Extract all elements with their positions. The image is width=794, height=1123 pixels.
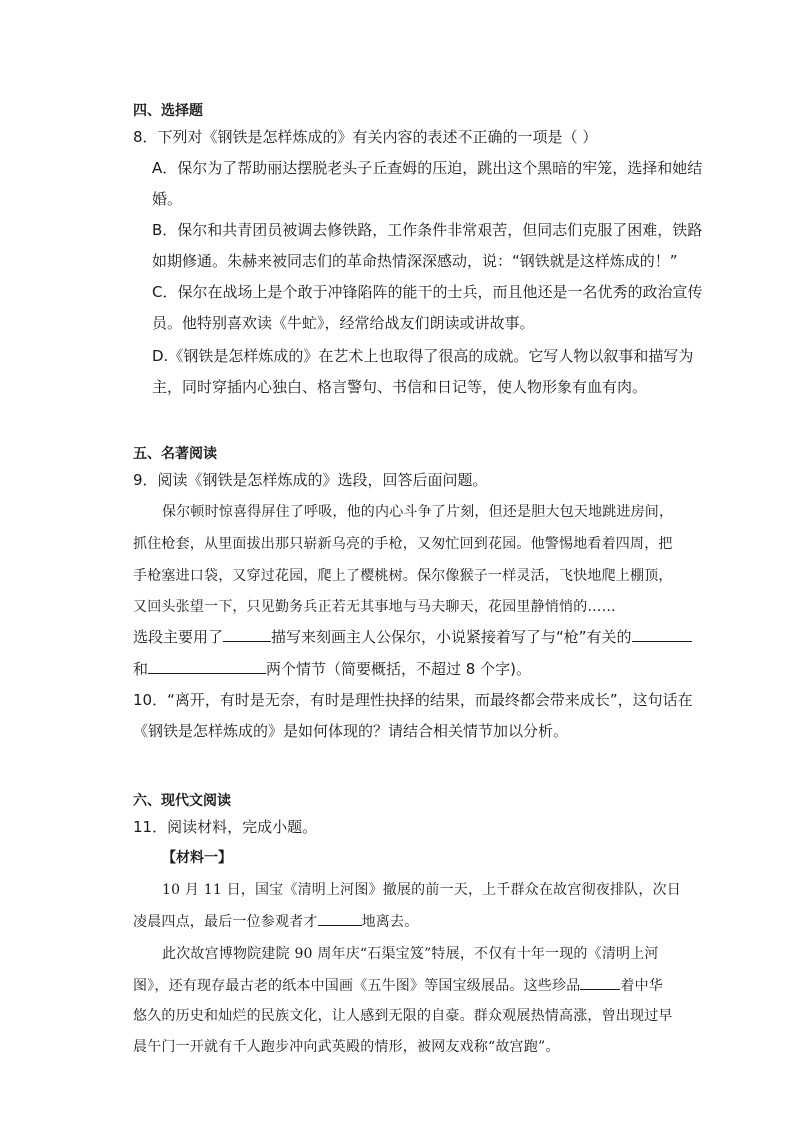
q10-line2: 《钢铁是怎样炼成的》是如何体现的？请结合相关情节加以分析。 <box>133 722 569 740</box>
material-text-c: 图》，还有现存最古老的纸本中国画《五牛图》等国宝级展品。这些珍品 <box>133 978 581 994</box>
section-4-title: 四、选择题 <box>133 103 203 119</box>
q8-option-d-line1: D.《钢铁是怎样炼成的》在艺术上也取得了很高的成就。它写人物以叙事和描写为 <box>152 347 694 365</box>
q9-fill-text-2: 描写来刻画主人公保尔，小说紧接着写了与“枪”有关的 <box>271 628 632 646</box>
q9-passage-line1: 保尔顿时惊喜得屏住了呼吸，他的内心斗争了片刻，但还是胆大包天地跳进房间， <box>162 504 674 520</box>
answer-blank[interactable] <box>580 975 620 990</box>
answer-blank[interactable] <box>318 911 362 926</box>
q9-passage-line2: 抓住枪套，从里面拔出那只崭新乌亮的手枪，又匆忙回到花园。他警惕地看着四周，把 <box>133 536 673 552</box>
q9-fill-text-3: 和 <box>133 660 149 678</box>
answer-blank[interactable] <box>148 659 266 674</box>
q8-option-b-line1: B．保尔和共青团员被调去修铁路，工作条件非常艰苦，但同志们克服了困难，铁路 <box>152 221 703 239</box>
q8-option-c-line1: C．保尔在战场上是个敢于冲锋陷阵的能干的士兵，而且他还是一名优秀的政治宣传 <box>152 283 703 301</box>
q8-option-c-line2: 员。他特别喜欢读《牛虻》，经常给战友们朗读或讲故事。 <box>152 314 535 332</box>
q9-fill-line2 <box>133 659 531 679</box>
answer-blank[interactable] <box>223 627 271 642</box>
q10-line1: 10．“离开，有时是无奈，有时是理性抉择的结果，而最终都会带来成长”，这句话在 <box>133 691 693 709</box>
material-line2 <box>133 911 418 932</box>
material-line5: 悠久的历史和灿烂的民族文化，让人感到无限的自豪。群众观展热情高涨，曾出现过早 <box>133 1008 673 1024</box>
q8-option-b-line2: 如期修通。朱赫来被同志们的革命热情深深感动，说：“钢铁就是这样炼成的！” <box>152 252 678 270</box>
q9-fill-text-4: 两个情节（简要概括，不超过 8 个字)。 <box>266 660 531 678</box>
q9-passage-line4: 又回头张望一下，只见勤务兵正若无其事地与马夫聊天，花园里静悄悄的…… <box>133 599 616 615</box>
q9-stem: 9．阅读《钢铁是怎样炼成的》选段，回答后面问题。 <box>133 471 488 489</box>
q8-stem: 8．下列对《钢铁是怎样炼成的》有关内容的表述不正确的一项是（ ） <box>133 128 598 146</box>
q8-option-a-line1: A．保尔为了帮助丽达摆脱老头子丘查姆的压迫，跳出这个黑暗的牢笼，选择和她结 <box>152 159 703 177</box>
q9-passage-line3: 手枪塞进口袋，又穿过花园，爬上了樱桃树。保尔像猴子一样灵活，飞快地爬上棚顶， <box>133 568 673 584</box>
material-text-b: 地离去。 <box>361 914 419 930</box>
section-6-title: 六、现代文阅读 <box>133 793 231 809</box>
section-5-title: 五、名著阅读 <box>133 446 217 462</box>
material-text-d: 着中华 <box>620 978 664 994</box>
material-line4 <box>133 975 663 996</box>
q9-fill-line1 <box>133 627 692 647</box>
q8-option-a-line2: 婚。 <box>152 190 183 208</box>
material-text-a: 凌晨四点，最后一位参观者才 <box>133 914 318 930</box>
q11-stem: 11．阅读材料，完成小题。 <box>133 818 318 836</box>
material-one-heading: 【材料一】 <box>162 850 232 866</box>
answer-blank[interactable] <box>632 627 692 642</box>
material-line6: 晨午门一开就有千人跑步冲向武英殿的情形，被网友戏称“故宫跑”。 <box>133 1039 560 1055</box>
q9-fill-text-1: 选段主要用了 <box>133 628 224 646</box>
material-line1: 10 月 11 日，国宝《清明上河图》撤展的前一天，上千群众在故宫彻夜排队，次日 <box>162 882 681 898</box>
q8-option-d-line2: 主，同时穿插内心独白、格言警句、书信和日记等，使人物形象有血有肉。 <box>152 378 648 396</box>
material-line3: 此次故宫博物院建院 90 周年庆“石渠宝笈”特展，不仅有十年一现的《清明上河 <box>162 946 659 962</box>
